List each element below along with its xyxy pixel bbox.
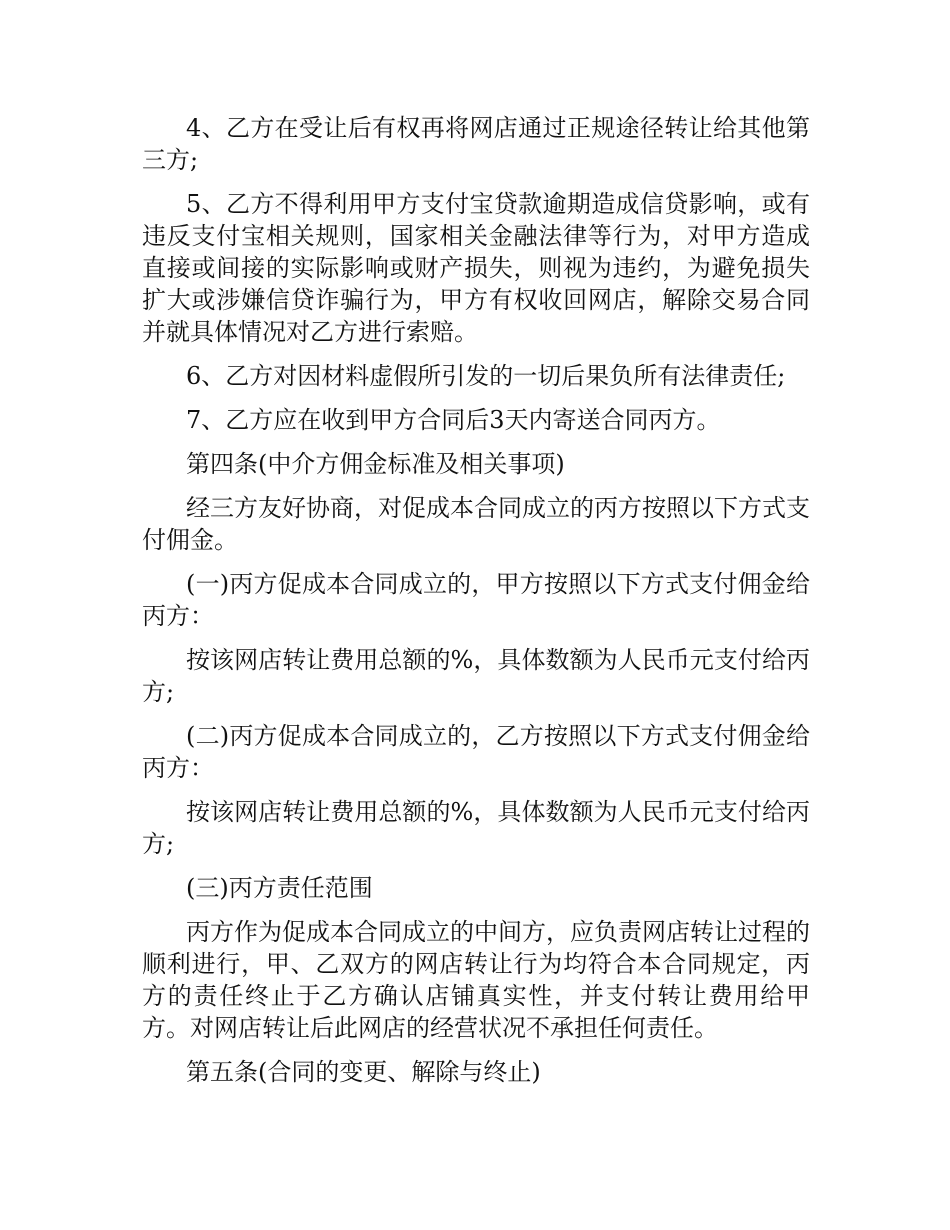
party-c-responsibility-text: 丙方作为促成本合同成立的中间方，应负责网店转让过程的顺利进行，甲、乙双方的网店转让行为均符合本合同规定，丙方的责任终止于乙方确认店铺真实性，并支付转让费用给甲方。对网店转让后此网店的经营状况不承担任何责任。 [142, 918, 810, 1042]
commission-party-a-amount: 按该网店转让费用总额的%，具体数额为人民币元支付给丙方; [142, 646, 810, 706]
clause-4-item: 4、乙方在受让后有权再将网店通过正规途径转让给其他第三方; [142, 114, 810, 174]
commission-party-b-amount: 按该网店转让费用总额的%，具体数额为人民币元支付给丙方; [142, 798, 810, 858]
commission-party-a-heading: (一)丙方促成本合同成立的，甲方按照以下方式支付佣金给丙方： [142, 570, 810, 630]
clause-6-item: 6、乙方对因材料虚假所引发的一切后果负所有法律责任; [186, 362, 786, 390]
commission-intro: 经三方友好协商，对促成本合同成立的丙方按照以下方式支付佣金。 [142, 494, 810, 554]
clause-7-item: 7、乙方应在收到甲方合同后3天内寄送合同丙方。 [186, 406, 721, 434]
commission-party-b-heading: (二)丙方促成本合同成立的，乙方按照以下方式支付佣金给丙方： [142, 722, 810, 782]
clause-5-item: 5、乙方不得利用甲方支付宝贷款逾期造成信贷影响，或有违反支付宝相关规则，国家相关金融法律等行为，对甲方造成直接或间接的实际影响或财产损失，则视为违约，为避免损失扩大或涉嫌信贷诈骗行为，甲方有权收回网店，解除交易合同并就具体情况对乙方进行索赔。 [142, 190, 810, 346]
article-5-heading: 第五条(合同的变更、解除与终止) [186, 1058, 541, 1086]
party-c-responsibility-heading: (三)丙方责任范围 [186, 874, 373, 902]
article-4-heading: 第四条(中介方佣金标准及相关事项) [186, 450, 565, 478]
document-page [142, 112, 810, 1100]
